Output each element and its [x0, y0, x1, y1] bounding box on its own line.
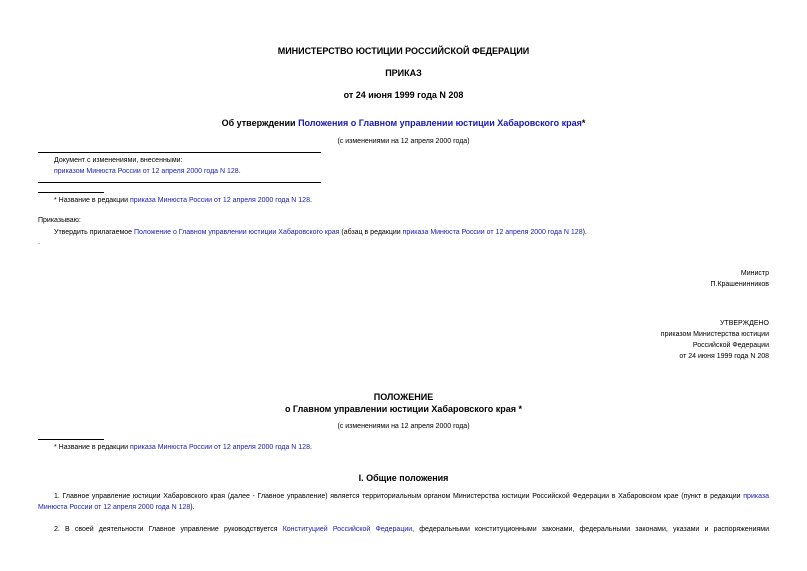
footnote2-link[interactable]: приказа Минюста России от 12 апреля 2000 года N 128: [130, 444, 310, 451]
doc-type-heading: ПРИКАЗ: [385, 68, 422, 78]
changes-box-link[interactable]: приказом Минюста России от 12 апреля 2000 года N 128: [54, 168, 239, 175]
amendments-note: (с изменениями на 12 апреля 2000 года): [337, 138, 470, 145]
approved-line2: приказом Министерства юстиции: [660, 331, 769, 338]
changes-box-label: Документ с изменениями, внесенными:: [54, 157, 183, 164]
p1-end: ).: [190, 504, 195, 511]
changes-box-bottom-rule: [38, 182, 321, 183]
section1-paragraph2: [38, 524, 769, 535]
footnote2-rule: [38, 439, 104, 440]
approve-prefix: Утвердить прилагаемое: [54, 229, 135, 236]
approved-line4: от 24 июня 1999 года N 208: [679, 353, 769, 360]
footnote2-end: .: [309, 444, 312, 451]
footnote1-end: .: [309, 197, 312, 204]
approve-regulation-link[interactable]: Положение о Главном управлении юстиции Хабаровского края: [134, 229, 340, 236]
ministry-heading: МИНИСТЕРСТВО ЮСТИЦИИ РОССИЙСКОЙ ФЕДЕРАЦИИ: [277, 46, 530, 56]
document-title: [0, 118, 807, 128]
approved-line3: Российской Федерации: [692, 342, 769, 349]
footnote1-link[interactable]: приказа Минюста России от 12 апреля 2000 года N 128: [130, 197, 310, 204]
signature-name: П.Крашенинников: [710, 281, 769, 288]
approve-mid: (абзац в редакции: [339, 229, 403, 236]
approve-end: ).: [582, 229, 587, 236]
changes-box-entry: [54, 168, 241, 175]
p1-order-link[interactable]: приказа Минюста России от 12 апреля 2000 года N 128: [38, 493, 769, 511]
changes-box-top-rule: [38, 152, 321, 153]
footnote1: [54, 197, 312, 204]
approve-order-link[interactable]: приказа Минюста России от 12 апреля 2000 года N 128: [402, 229, 583, 236]
regulation-title: ПОЛОЖЕНИЕ: [373, 392, 434, 402]
order-approve-line: [54, 229, 587, 236]
date-number-heading: от 24 июня 1999 года N 208: [343, 90, 464, 100]
changes-box-end: .: [238, 168, 241, 175]
section1-heading: I. Общие положения: [358, 473, 449, 483]
footnote2: [54, 444, 312, 451]
title-suffix: *: [581, 118, 586, 128]
title-prefix: Об утверждении: [221, 118, 299, 128]
p1-text: 1. Главное управление юстиции Хабаровского края (далее - Главное управление) является территориальным органом Министерства юстиции Российской Федерации в Хабаровском крае (пункт в редакции: [54, 493, 744, 500]
signature-position: Министр: [740, 270, 769, 277]
p2-constitution-link[interactable]: Конституцией Российской Федерации: [282, 526, 413, 533]
title-regulation-link[interactable]: Положения о Главном управлении юстиции Хабаровского края: [298, 118, 582, 128]
footnote2-prefix: * Название в редакции: [54, 444, 131, 451]
p2-text: 2. В своей деятельности Главное управление руководствуется: [54, 526, 283, 533]
regulation-subtitle: о Главном управлении юстиции Хабаровского края *: [284, 404, 523, 414]
section1-paragraph1: [38, 491, 769, 513]
approved-line1: УТВЕРЖДЕНО: [719, 320, 769, 327]
p2-rest: , федеральными конституционными законами, федеральными законами, указами и распоряжениями: [412, 526, 769, 533]
order-intro: Приказываю:: [38, 217, 81, 224]
footnote1-rule: [38, 192, 104, 193]
order-dot: .: [38, 239, 40, 246]
regulation-amendments: (с изменениями на 12 апреля 2000 года): [337, 423, 470, 430]
footnote1-prefix: * Название в редакции: [54, 197, 131, 204]
